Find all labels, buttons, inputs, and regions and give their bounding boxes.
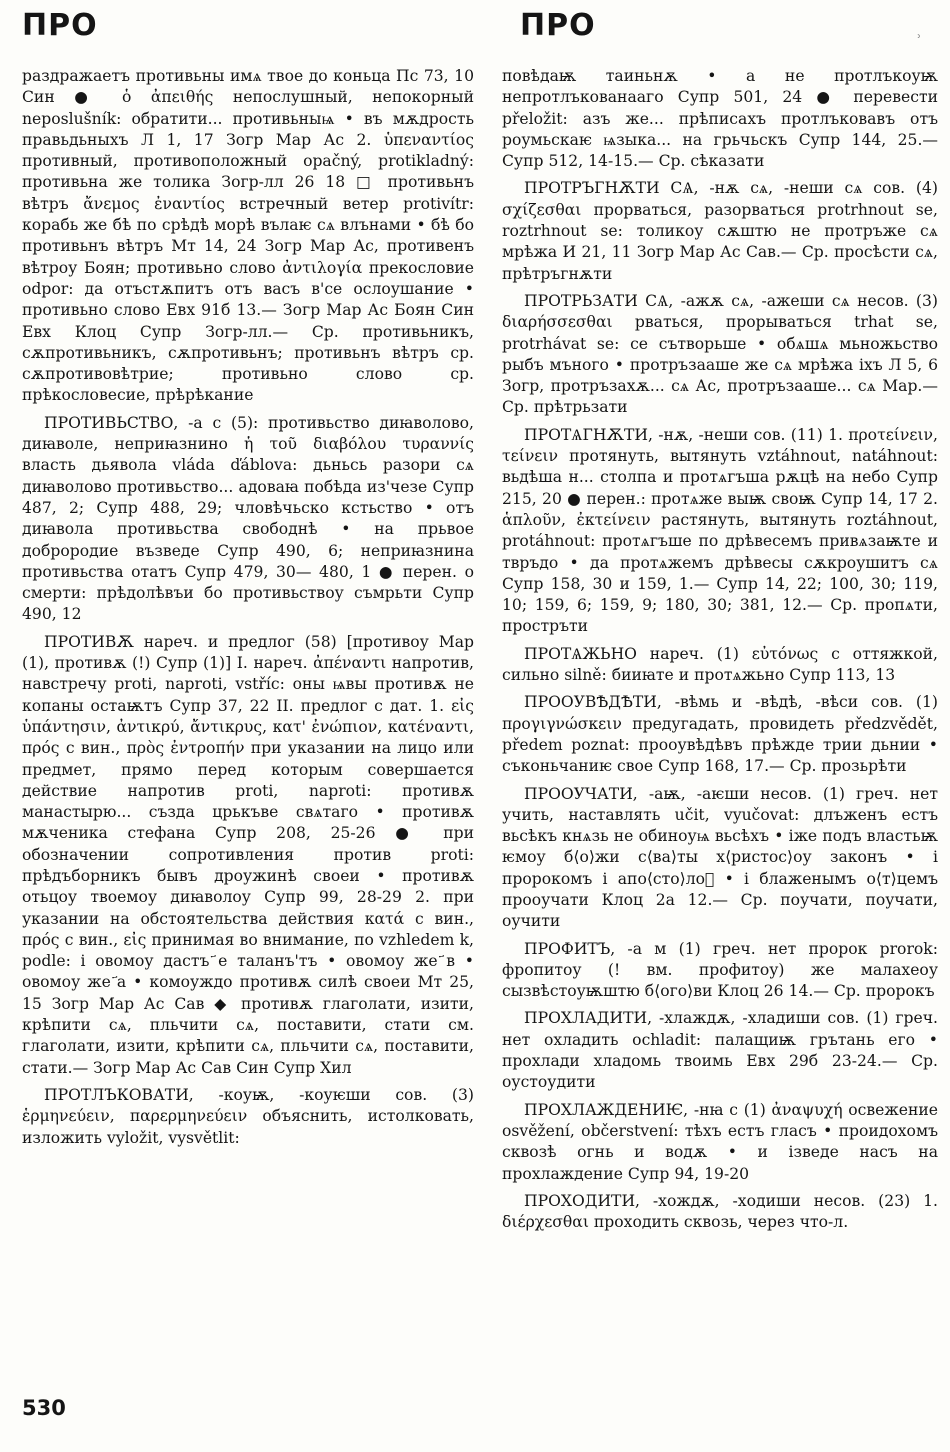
corner-mark: ⸒ — [916, 18, 922, 39]
entry-profitu: ПРОФИТЪ, -а м (1) греч. нет пророк prorok: фропитоу (! вм. профитоу) же малахеоу сызвѣстоуѭштю б⟨ого⟩ви Клоц 26 14.— Ср. пророкъ — [502, 939, 938, 1001]
page-number: 530 — [22, 1396, 66, 1420]
entry-prohoditi: ПРОХОДИТИ, -хождѫ, -ходиши несов. (23) 1. διέρχεσθαι проходить сквозь, через что-л. — [502, 1191, 938, 1232]
entry-protivy: ПРОТИВѪ нареч. и предлог (58) [противоу Мар (1), противѫ (!) Супр (1)] I. нареч. ἀπέναντι напротив, навстречу proti, naproti, vstříc: оны ѩвы противѫ не копаны остаѭтъ Супр 37, 22 II. предлог с дат. 1. εἰς ὑπάντησιν, ἀντικρύ, ἄντικρυς, κατ' ἐνώπιον, κατέναντι, πρός с вин., πρὸς ἐντροπήν при указании на лицо или предмет, прямо перед которым совершается действие напротив proti, naproti: противѫ манастырю... създа црькъве свѧтаго • противѫ мѫченика стефана Супр 208, 25-26 ● при обозначении сопротивления против proti: прѣдъборникъ бывъ дроужинѣ своеи • противѫ отьцоу твоемоу диꙗволоу Супр 99, 28-29 2. при указании на обстоятельства действия κατά с вин., πρός с вин., εἰς принимая во внимание, по vzhledem k, podle: і овомоу дастъ ҃е таланъ'тъ • овомоу же ҃в • овомоу же ҃а • комоуждо противѫ силѣ своеи Мт 25, 15 Зогр Мар Ас Сав ◆ противѫ глаголати, изити, крѣпити сѧ, пльчити сѧ, поставити, стати см. глаголати, изити, крѣпити сѧ, пльчити сѧ, поставити, стати.— Зогр Мар Ас Сав Син Супр Хил — [22, 632, 474, 1077]
right-column — [502, 66, 938, 1396]
left-column — [22, 66, 474, 1396]
entry-prohladiti: ПРОХЛАДИТИ, -хлаждѫ, -хладиши сов. (1) греч. нет охладить ochladit: палащиѭ грътань его • прохлади хладомь твоимь Евх 29б 23-24.— Ср. оустоудити — [502, 1009, 938, 1092]
entry-continuation: повѣдаѭ таиньнѫ • а не протлъкоуѭ непротлъкованааго Супр 501, 24 ● перевести přeložit: азъ же... прѣписахъ протлъковавъ отъ роумьскаѥ ѩзыка... на грьчьскъ Супр 144, 25.— Супр 512, 14-15.— Ср. сѣказати — [502, 67, 938, 171]
entry-continuation: раздражаетъ противьны имѧ твое до коньца Пс 73, 10 Син ● ὁ ἀπειθής непослушный, непокорный neposlušník: обратити... противьныѩ • въ мѫдрость правьдьныхъ Л 1, 17 Зогр Мар Ас 2. ὑπεναντίος противный, противоположный opačný, protikladný: противьна же толика Зогр-лл 26 18 □ противьнъ вѣтръ ἄνεμος ἐναντίος встречный ветер protivítr: корабь же бѣ по срѣдѣ морѣ вълаѥ сѧ влънами • бѣ бо противьнъ вѣтръ Мт 14, 24 Зогр Мар Ас, противенъ вѣтроу Боян; противьно слово ἀντιλογία прекословие odpor: да отъстѫпитъ отъ васъ в'се ослоушание • противьно слово Евх 91б 13.— Зогр Мар Ас Боян Син Евх Клоц Супр Зогр-лл.— Ср. противьникъ, сѫпротивьникъ, сѫпротивьнъ; противьнъ вѣтръ ср. сѫпротивовѣтрие; противьно слово ср. прѣкословесие, прѣрѣкание — [22, 67, 474, 405]
entry-prouchati: ПРООУЧАТИ, -аѭ, -аѥши несов. (1) греч. нет учить, наставлять učit, vyučovat: длъженъ естъ вьсѣкъ кнѧзь не обиноуѩ вьсѣхъ • іже подъ властьѭ ѥмоу б⟨о⟩жи с⟨ва⟩ты х⟨ристос⟩оу законъ • і пророкомъ і апо⟨сто⟩лоⷨ • і блаженымъ о⟨т⟩цемъ прооучати Клоц 2а 12.— Ср. поучати, поучати, оучити — [502, 784, 938, 931]
entry-protrugnuti-sya: ПРОТРЪГНѪТИ СѦ, -нѫ сѧ, -неши сѧ сов. (4) σχίζεσθαι прорваться, разорваться protrhnout se, roztrhnout se: толикоу сѫштю не протръже сѧ мрѣжа И 21, 11 Зогр Мар Ас Сав.— Ср. просѣсти сѧ, прѣтръгнѫти — [502, 179, 938, 283]
entry-prouvedeti: ПРООУВѢДѢТИ, -вѣмь и -вѣдѣ, -вѣси сов. (1) προγιγνώσκειν предугадать, провидеть předzvědět, předem poznat: прооувѣдѣвъ прѣжде трии дьнии • съконьчаниѥ свое Супр 168, 17.— Ср. прозьрѣти — [502, 693, 938, 776]
entry-protyazhino: ПРОТѦЖЬНО нареч. (1) εὐτόνως с оттяжкой, сильно silně: бииꙗте и протѧжьно Супр 113, 13 — [502, 644, 938, 685]
entry-protlukovati: ПРОТЛЪКОВАТИ, -коуѭ, -коуѥши сов. (3) ἑρμηνεύειν, παρερμηνεύειν объяснить, истолковать, изложить vyložit, vysvětlit: — [22, 1085, 474, 1147]
entry-protivistvo: ПРОТИВЬСТВО, -а с (5): противьство диꙗволово, диꙗволе, неприꙗзнино ἡ τοῦ διαβόλου τυραννίς власть дьявола vláda ďáblova: дьньсь разори сѧ диꙗволово противьство... адоваꙗ побѣда из'чезе Супр 487, 2; Супр 488, 29; чловѣчьско кстьство • отъ диꙗвола противьства свободнѣ • на прьвое доброродие възведе Супр 490, 6; неприꙗзнина противьства отатъ Супр 479, 30— 480, 1 ● перен. о смерти: прѣдолѣвъи бо противьствоу съмрьти Супр 490, 12 — [22, 413, 474, 624]
running-head-left: ПРО — [22, 8, 98, 43]
entry-protrizati-sya: ПРОТРЬЗАТИ СѦ, -ажѫ сѧ, -ажеши сѧ несов. (3) διαρήσσεσθαι рваться, прорываться trhat se, protrhávat se: се сътворьше • обѧшѧ мьножьство рыбъ мъного • протръзааше же сѧ мрѣжа іхъ Л 5, 6 Зогр, протръзахѫ... сѧ Ас, протръзааше... сѧ Мар.— Ср. прѣтрьзати — [502, 291, 938, 417]
running-head-right: ПРО — [520, 8, 596, 43]
entry-prohlazhdenie: ПРОХЛАЖДЕНИѤ, -нꙗ с (1) ἀναψυχή освежение osvěžení, občerstvení: тѣхъ естъ гласъ • проидохомъ сквозѣ огнь и водѫ • и ізведе насъ на прохлаждение Супр 94, 19-20 — [502, 1100, 938, 1183]
entry-protyagnuti: ПРОТѦГНѪТИ, -нѫ, -неши сов. (11) 1. προτείνειν, τείνειν протянуть, вытянуть vztáhnout, natáhnout: вьдѣша н... столпа и протѧгъша рѫцѣ на небо Супр 215, 20 ● перен.: протѧже выѭ своѭ Супр 14, 17 2. ἁπλοῦν, ἐκτείνειν растянуть, вытянуть roztáhnout, protáhnout: протѧгъше по дрѣвесемъ привѧзаѭте и твръдо • да протѧжемъ дрѣвесы сѫкроушитъ сѧ Супр 158, 30 и 159, 1.— Супр 14, 22; 100, 30; 119, 10; 159, 6; 159, 9; 180, 30; 381, 12.— Ср. пропѧти, простръти — [502, 425, 938, 636]
